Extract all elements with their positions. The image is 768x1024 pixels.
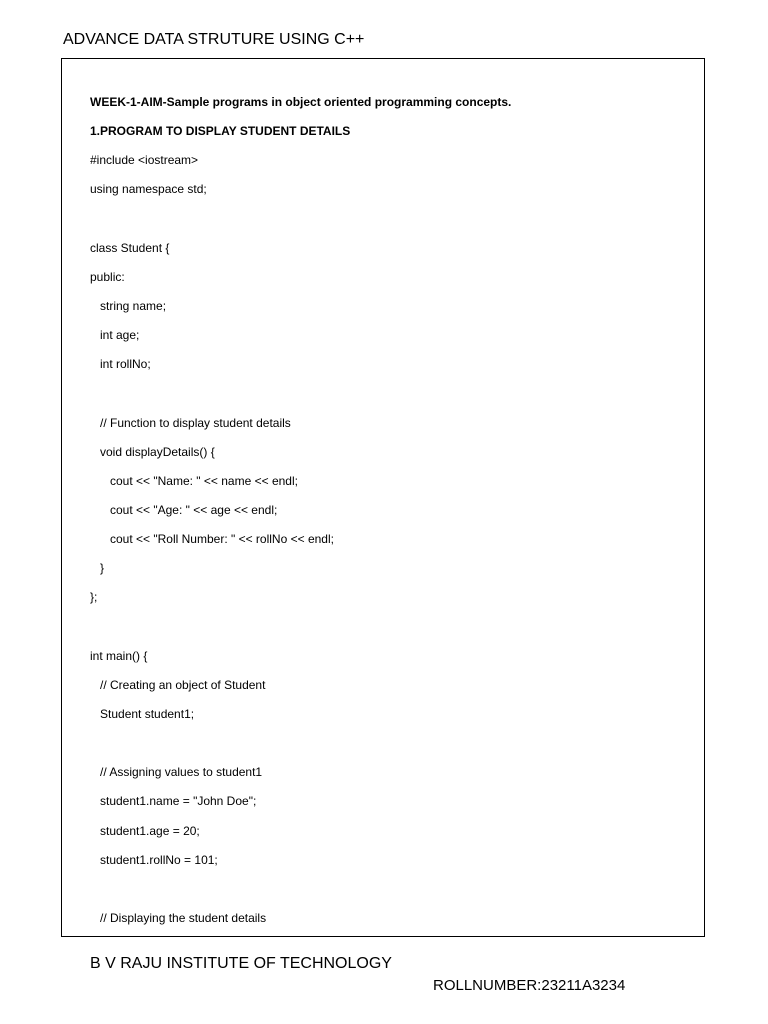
code-line: }; [90, 590, 98, 605]
code-line: // Function to display student details [90, 415, 291, 430]
code-line: void displayDetails() { [90, 444, 215, 459]
code-line: // Creating an object of Student [90, 677, 266, 692]
footer-roll-number: ROLLNUMBER:23211A3234 [433, 977, 626, 994]
code-line: WEEK-1-AIM-Sample programs in object oriented programming concepts. [90, 95, 512, 109]
code-line: int rollNo; [90, 357, 151, 372]
code-line: cout << "Roll Number: " << rollNo << endl; [90, 532, 334, 547]
code-line: student1.age = 20; [90, 823, 200, 838]
document-header-title: ADVANCE DATA STRUTURE USING C++ [63, 31, 365, 48]
code-line: int main() { [90, 648, 148, 663]
code-line: cout << "Name: " << name << endl; [90, 473, 298, 488]
code-line: // Displaying the student details [90, 910, 267, 925]
blank-line [90, 384, 694, 413]
blank-line [90, 210, 694, 239]
code-line: int age; [90, 328, 140, 343]
code-line: 1.PROGRAM TO DISPLAY STUDENT DETAILS [90, 124, 351, 139]
code-line: student1.rollNo = 101; [90, 852, 218, 867]
blank-line [90, 734, 694, 763]
code-line: student1.name = "John Doe"; [90, 794, 257, 809]
code-line: using namespace std; [90, 182, 207, 197]
blank-line [90, 618, 694, 647]
blank-line [90, 880, 694, 909]
code-listing [90, 93, 694, 937]
code-line: class Student { [90, 240, 170, 255]
footer-institute-name: B V RAJU INSTITUTE OF TECHNOLOGY [90, 955, 392, 972]
code-line: public: [90, 269, 125, 284]
code-line: #include <iostream> [90, 153, 199, 168]
code-line: } [90, 561, 105, 576]
code-line: string name; [90, 298, 167, 313]
code-line: Student student1; [90, 706, 195, 721]
page-content-box [61, 58, 705, 937]
code-line: cout << "Age: " << age << endl; [90, 502, 278, 517]
code-line: // Assigning values to student1 [90, 765, 263, 780]
